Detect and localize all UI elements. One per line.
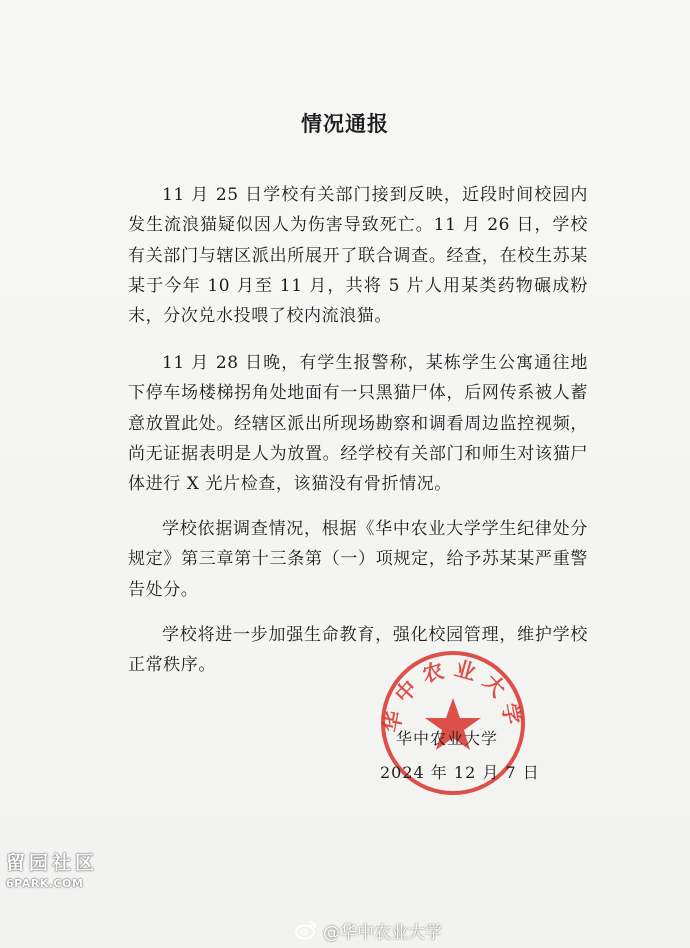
signature-organization: 华中农业大学 — [396, 729, 499, 748]
paragraph-1: 11 月 25 日学校有关部门接到反映，近段时间校园内发生流浪猫疑似因人为伤害导致死亡。11 月 26 日，学校有关部门与辖区派出所展开了联合调查。经查，在校生苏某某于今年 10 月至 11 月，共将 5 片人用某类药物碾成粉末，分次兑水投喂了校内流浪猫。 — [128, 185, 588, 327]
weibo-watermark — [295, 918, 442, 942]
signature-date: 2024 年 12 月 7 日 — [380, 763, 540, 782]
document-title: 情况通报 — [301, 111, 389, 136]
weibo-account: @华中农业大学 — [323, 922, 442, 943]
weibo-icon — [295, 920, 317, 940]
site-watermark-name: 留园社区 — [6, 852, 99, 874]
site-watermark — [6, 848, 98, 890]
paragraph-2: 11 月 28 日晚，有学生报警称，某栋学生公寓通往地下停车场楼梯拐角处地面有一只黑猫尸体，后网传系被人蓄意放置此处。经辖区派出所现场勘察和调看周边监控视频，尚无证据表明是人为放置。经学校有关部门和师生对该猫尸体进行 X 光片检查，该猫没有骨折情况。 — [128, 353, 588, 495]
paragraph-3: 学校依据调查情况，根据《华中农业大学学生纪律处分规定》第三章第十三条第（一）项规定，给予苏某某严重警告处分。 — [128, 519, 588, 600]
site-watermark-domain: 6PARK.COM — [6, 877, 84, 890]
seal-text: 华中农业大学 — [379, 656, 527, 735]
paragraph-4: 学校将进一步加强生命教育，强化校园管理，维护学校正常秩序。 — [128, 625, 588, 676]
